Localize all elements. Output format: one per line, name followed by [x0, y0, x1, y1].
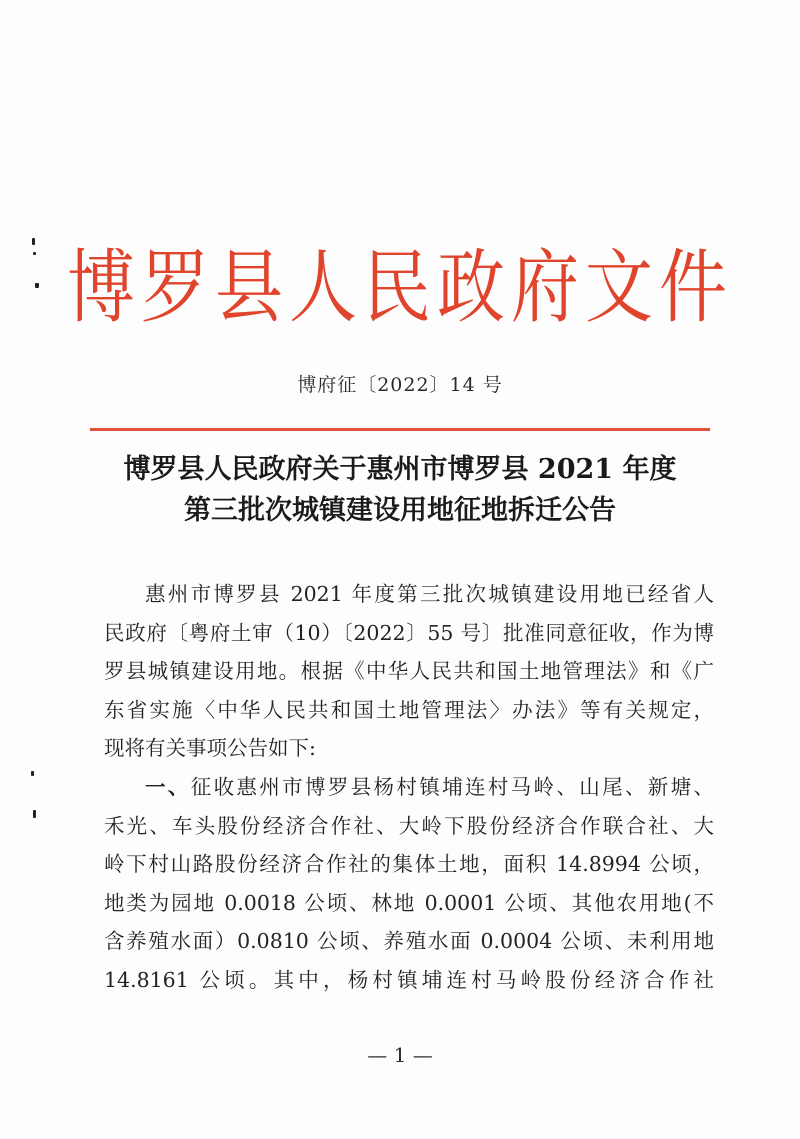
- body-line: 地类为园地 0.0018 公顷、林地 0.0001 公顷、其他农用地(不: [104, 890, 714, 915]
- page-number: — 1 —: [367, 1043, 433, 1067]
- binding-hole-mark: [33, 810, 36, 818]
- document-number: 博府征〔2022〕14 号: [297, 374, 503, 396]
- red-divider-rule: [90, 428, 710, 431]
- body-line: 惠州市博罗县 2021 年度第三批次城镇建设用地已经省人: [145, 582, 714, 606]
- notice-title-line-2: 第三批次城镇建设用地征地拆迁公告: [184, 495, 616, 526]
- body-line: 14.8161 公顷。其中，杨村镇埔连村马岭股份经济合作社: [104, 967, 714, 992]
- notice-title: [0, 449, 800, 531]
- binding-hole-mark: [31, 771, 34, 776]
- section-one-lead: 一、: [145, 774, 191, 799]
- body-line: 现将有关事项公告如下:: [104, 736, 316, 761]
- body-line: 罗县城镇建设用地。根据《中华人民共和国土地管理法》和《广: [104, 659, 714, 684]
- body-line: 禾光、车头股份经济合作社、大岭下股份经济合作联合社、大: [104, 813, 714, 838]
- notice-body: [104, 575, 714, 1000]
- body-line: 岭下村山路股份经济合作社的集体土地，面积 14.8994 公顷，: [104, 852, 714, 877]
- document-header-title: 博罗县人民政府文件: [66, 241, 733, 336]
- section-one-line: [104, 768, 714, 807]
- body-line: 东省实施〈中华人民共和国土地管理法〉办法》等有关规定，: [104, 697, 714, 722]
- notice-title-line-1: 博罗县人民政府关于惠州市博罗县 2021 年度: [123, 454, 677, 485]
- body-line: 含养殖水面）0.0810 公顷、养殖水面 0.0004 公顷、未利用地: [104, 929, 714, 954]
- section-one-text: 征收惠州市博罗县杨村镇埔连村马岭、山尾、新塘、: [190, 774, 715, 799]
- body-line: 民政府〔粤府土审（10）〔2022〕55 号〕批准同意征收，作为博: [104, 620, 714, 645]
